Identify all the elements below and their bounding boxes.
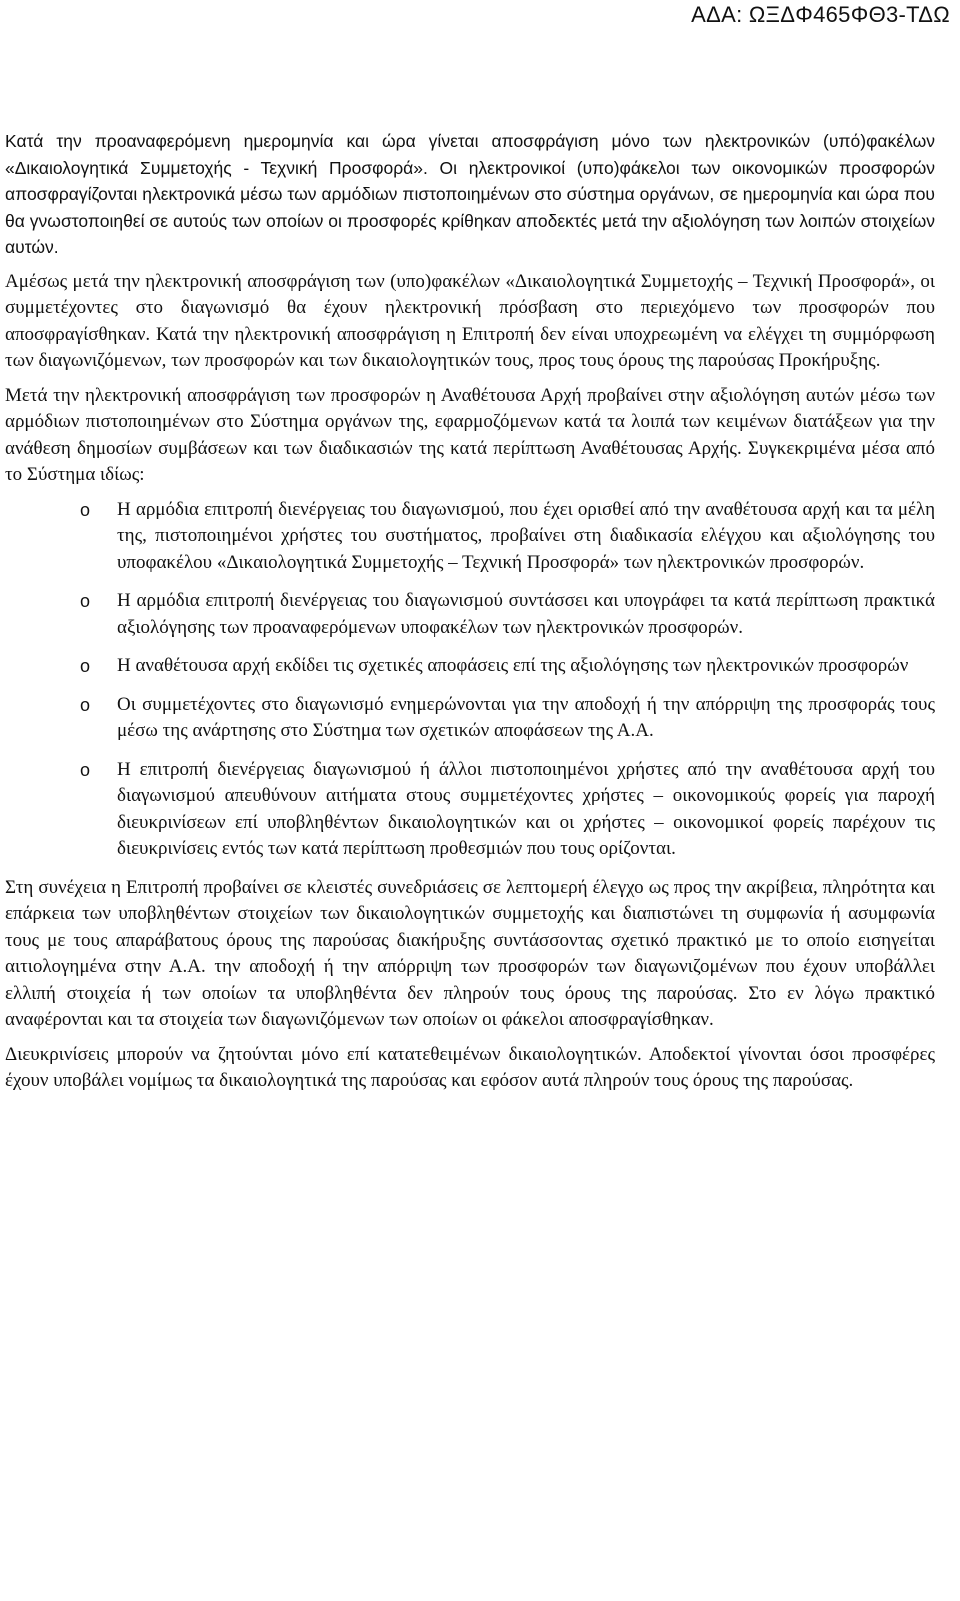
list-item <box>5 757 935 863</box>
list-item-text: Η αρμόδια επιτροπή διενέργειας του διαγωνισμού συντάσσει και υπογράφει τα κατά περίπτωση πρακτικά αξιολόγησης των προαναφερόμενων υποφακέλων των ηλεκτρονικών προσφορών. <box>117 590 935 638</box>
list-item <box>5 497 935 577</box>
bullet-marker: o <box>80 759 91 780</box>
bullet-marker: o <box>80 656 91 676</box>
paragraph-committee-review: Στη συνέχεια η Επιτροπή προβαίνει σε κλειστές συνεδριάσεις σε λεπτομερή έλεγχο ως προς την ακρίβεια, πληρότητα και επάρκεια των υποβληθέντων στοιχείων των δικαιολογητικών συμμετοχής και διαπιστώνει τη συμφωνία ή ασυμφωνία τους με τους απαράβατους όρους της παρούσας διακήρυξης συντάσσοντας σχετικό πρακτικό με το οποίο εισηγείται αιτιολογημένα στην Α.Α. την αποδοχή ή την απόρριψη των προσφορών των διαγωνιζομένων που έχουν υποβάλλει ελλιπή στοιχεία ή των οποίων τα υποβληθέντα δεν πληρούν τους όρους της παρούσας. Στο εν λόγω πρακτικό αναφέρονται και τα στοιχεία των διαγωνιζόμενων των οποίων οι φάκελοι αποσφραγίσθηκαν. <box>5 876 935 1030</box>
bullet-marker: o <box>80 499 91 520</box>
list-item-text: Η αρμόδια επιτροπή διενέργειας του διαγωνισμού, που έχει ορισθεί από την αναθέτουσα αρχή και τα μέλη της, πιστοποιημένοι χρήστες του συστήματος, προβαίνει στη διαδικασία ελέγχου και αξιολόγησης του υποφακέλου «Δικαιολογητικά Συμμετοχής – Τεχνική Προσφορά» των ηλεκτρονικών προσφορών. <box>117 498 935 573</box>
paragraph-clarifications: Διευκρινίσεις μπορούν να ζητούνται μόνο επί κατατεθειμένων δικαιολογητικών. Αποδεκτοί γίνονται όσοι προσφέρες έχουν υποβάλει νομίμως τα δικαιολογητικά της παρούσας και εφόσον αυτά πληρούν τους όρους της παρούσας. <box>5 1043 935 1091</box>
list-item-text: Η αναθέτουσα αρχή εκδίδει τις σχετικές αποφάσεις επί της αξιολόγησης των ηλεκτρονικών προσφορών <box>117 655 909 676</box>
list-item <box>5 692 935 745</box>
bullet-marker: o <box>80 694 91 715</box>
document-body <box>5 128 935 1095</box>
list-item <box>5 588 935 641</box>
paragraph-evaluation: Μετά την ηλεκτρονική αποσφράγιση των προσφορών η Αναθέτουσα Αρχή προβαίνει στην αξιολόγηση αυτών μέσω των αρμόδιων πιστοποιημένων στο Σύστημα οργάνων της, εφαρμοζόμενων κατά τα λοιπά των κειμένων διατάξεων για την ανάθεση δημοσίων συμβάσεων και των διαδικασιών της κατά περίπτωση Αναθέτουσας Αρχής. Συγκεκριμένα μέσα από το Σύστημα ιδίως: <box>5 384 935 485</box>
list-item-text: Η επιτροπή διενέργειας διαγωνισμού ή άλλοι πιστοποιημένοι χρήστες από την αναθέτουσα αρχή του διαγωνισμού απευθύνουν αιτήματα στους συμμετέχοντες χρήστες – οικονομικούς φορείς για παροχή διευκρινίσεων επί υποβληθέντων δικαιολογητικών και οι χρήστες – οικονομικοί φορείς παρέχουν τις διευκρινίσεις εντός των κατά περίπτωση προθεσμιών που τους ορίζονται. <box>117 758 935 859</box>
paragraph-unsealing-time: Κατά την προαναφερόμενη ημερομηνία και ώρα γίνεται αποσφράγιση μόνο των ηλεκτρονικών (υπό)φακέλων «Δικαιολογητικά Συμμετοχής - Τεχνική Προσφορά». Οι ηλεκτρονικοί (υπο)φάκελοι των οικονομικών προσφορών αποσφραγίζονται ηλεκτρονικά μέσω των αρμόδιων πιστοποιημένων στο σύστημα οργάνων, σε ημερομηνία και ώρα που θα γνωστοποιηθεί σε αυτούς των οποίων οι προσφορές κρίθηκαν αποδεκτές μετά την αξιολόγηση των λοιπών στοιχείων αυτών. <box>5 131 935 257</box>
list-item-text: Οι συμμετέχοντες στο διαγωνισμό ενημερώνονται για την αποδοχή ή την απόρριψη της προσφοράς τους μέσω της ανάρτησης στο Σύστημα των σχετικών αποφάσεων της Α.Α. <box>117 693 935 741</box>
ada-code: ΑΔΑ: ΩΞΔΦ465ΦΘ3-ΤΔΩ <box>691 2 950 27</box>
evaluation-steps-list <box>5 497 935 863</box>
paragraph-electronic-access: Αμέσως μετά την ηλεκτρονική αποσφράγιση των (υπο)φακέλων «Δικαιολογητικά Συμμετοχής – Τεχνική Προσφορά», οι συμμετέχοντες στο διαγωνισμό θα έχουν ηλεκτρονική πρόσβαση στο περιεχόμενο των προσφορών που αποσφραγίσθηκαν. Κατά την ηλεκτρονική αποσφράγιση η Επιτροπή δεν είναι υποχρεωμένη να ελέγχει τη συμμόρφωση των διαγωνιζόμενων, των προσφορών και των δικαιολογητικών τους, προς τους όρους της παρούσας Προκήρυξης. <box>5 270 935 371</box>
bullet-marker: o <box>80 591 91 611</box>
list-item <box>5 653 935 680</box>
